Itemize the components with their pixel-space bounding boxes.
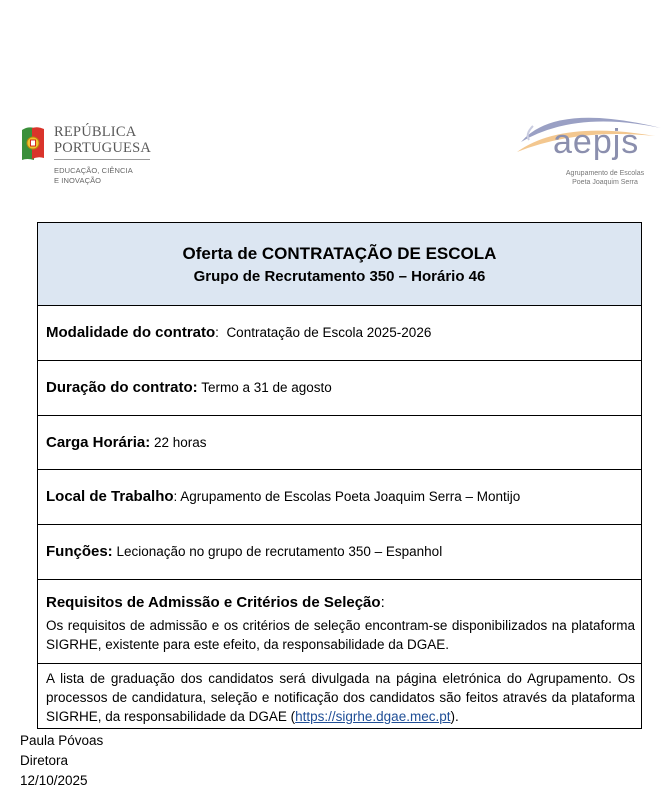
row-local-trabalho — [38, 470, 641, 525]
ministry-line-2: E INOVAÇÃO — [54, 176, 102, 185]
sigrhe-link[interactable]: https://sigrhe.dgae.mec.pt — [295, 709, 451, 724]
duracao-label: Duração do contrato: — [46, 379, 198, 396]
requisitos-title: Requisitos de Admissão e Critérios de Seleção — [46, 594, 381, 611]
signature-role: Diretora — [20, 753, 69, 768]
modalidade-label: Modalidade do contrato — [46, 324, 216, 341]
funcoes-value: Lecionação no grupo de recrutamento 350 – Espanhol — [116, 544, 443, 559]
ministry-line-1: EDUCAÇÃO, CIÊNCIA — [54, 166, 133, 175]
brand-name: aepjs — [553, 123, 640, 161]
offer-header — [38, 223, 641, 306]
offer-subtitle: Grupo de Recrutamento 350 – Horário 46 — [193, 268, 486, 285]
modalidade-separator: : — [215, 325, 227, 340]
offer-table — [37, 222, 642, 729]
info-text-before: A lista de graduação dos candidatos será divulgada na página eletrónica do Agrupamento. Os processos de candidatura, seleção e notificação dos candidatos são feitos através da plataforma SIGRHE, da responsabilidade da DGAE ( — [46, 671, 635, 724]
local-value: Agrupamento de Escolas Poeta Joaquim Serra – Montijo — [180, 489, 521, 504]
funcoes-label: Funções: — [46, 543, 113, 560]
logo-line-republica: REPÚBLICA — [54, 124, 137, 140]
info-text-after: ). — [450, 709, 459, 724]
portugal-flag-icon — [18, 124, 46, 162]
duracao-value: Termo a 31 de agosto — [201, 380, 332, 395]
carga-value: 22 horas — [153, 435, 207, 450]
republica-portuguesa-logo — [18, 122, 158, 188]
brand-subline-2: Poeta Joaquim Serra — [572, 179, 638, 186]
logo-divider — [54, 159, 150, 160]
row-modalidade — [38, 306, 641, 361]
row-funcoes — [38, 525, 641, 580]
logo-line-portuguesa: PORTUGUESA — [54, 140, 152, 156]
requisitos-colon: : — [380, 594, 385, 611]
offer-title: Oferta de CONTRATAÇÃO DE ESCOLA — [182, 244, 497, 263]
carga-label: Carga Horária: — [46, 434, 151, 451]
row-informacao — [38, 664, 641, 728]
signature-name: Paula Póvoas — [20, 733, 104, 748]
local-label: Local de Trabalho — [46, 488, 174, 505]
modalidade-value: Contratação de Escola 2025-2026 — [226, 325, 432, 340]
brand-subline-1: Agrupamento de Escolas — [565, 170, 645, 177]
requisitos-text: Os requisitos de admissão e os critérios de seleção encontram-se disponibilizados na plataforma SIGRHE, existente para este efeito, da responsabilidade da DGAE. — [46, 618, 635, 652]
row-requisitos — [38, 580, 641, 664]
info-paragraph — [46, 669, 635, 726]
row-duracao — [38, 361, 641, 416]
local-separator: : — [173, 489, 181, 504]
row-carga-horaria — [38, 416, 641, 470]
signature-block — [20, 731, 103, 791]
aepjs-logo — [515, 96, 665, 192]
signature-date: 12/10/2025 — [20, 773, 88, 788]
